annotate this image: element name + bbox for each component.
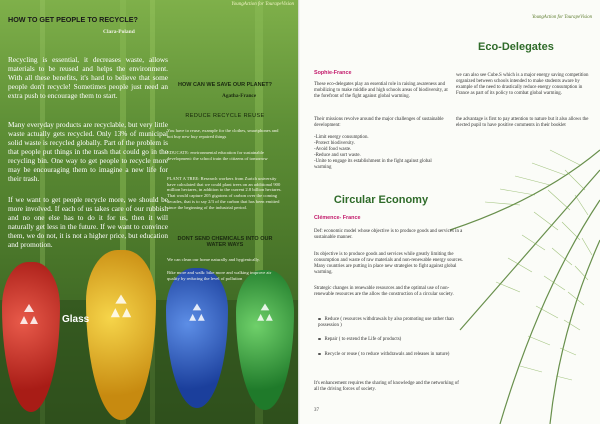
bullet-reduce (318, 317, 458, 329)
bullet-dot (318, 318, 321, 321)
right-header: YoungAction for TourapeVision (531, 15, 592, 20)
palm-leaves-decoration (300, 0, 600, 424)
recycle-icon-green (252, 300, 278, 326)
mid-title: HOW CAN WE SAVE OUR PLANET? (177, 82, 272, 88)
bullet-repair-text: Repair ( to extend the Life of products) (324, 337, 402, 342)
eco-text-3: we can also see Cube.S which is a major energy saving competition organized between schools intended to make students aware by example of the need to drastically reduce energy consumption in France as part of its policy to combat global warming. (456, 73, 589, 97)
eco-list: -Limit energy consumption. -Protect biodiversity. -Avoid food waste. -Reduce and sort waste. -Unite to engage its establishment in the fight against global warming (314, 135, 432, 171)
circular-author: Clémence- France (314, 215, 361, 221)
bullet-recycle-text: Recycle or reuse ( to reduce withdrawals and releases in nature) (324, 352, 450, 357)
mid-text-3: PLANT A TREE: Research workers from Zurich university have calculated that we could plant trees on an additional 900 million hectares, in addition to the current 2.8 billion hectares. That would capture 205 gigatons of carbon over the coming decades, that is to say 2/3 of the carbon that has been emitted since the beginning of the industrial period. (167, 176, 282, 210)
eco-text-4: the advantage is first to pay attention to nature but it also allows the elected pupil to have positive comments in their booklet (456, 117, 589, 129)
mid-author: Agatha-France (222, 93, 257, 99)
circular-economy-title: Circular Economy (333, 194, 429, 206)
eco-author: Sophie-France (314, 70, 352, 76)
mid-text-1: You have to reuse, example for the clothes, smartphones and not buy new buy repaired things (167, 128, 279, 139)
bullet-dot (318, 353, 321, 356)
circular-text-4: It's enhancement requires the sharing of knowledge and the networking of all the driving forces of society. (314, 381, 459, 393)
left-header: YoungAction for TourapeVision (231, 2, 294, 7)
mid-reduce: REDUCE RECYCLE REUSE (185, 113, 265, 119)
bullet-repair (318, 337, 458, 343)
right-page (300, 0, 600, 424)
left-title: HOW TO GET PEOPLE TO RECYCLE? (8, 15, 138, 24)
circular-text-1: Def: economic model whose objective is to produce goods and services in a sustainable manner. (314, 229, 463, 241)
mid-text-5: Bike more and walk: bike more and walking improve air quality by reducing the level of pollution (167, 270, 272, 281)
left-para-2: Many everyday products are recyclable, but very little waste actually gets recycled. Only 13% of municipal solid waste is recycled globally. Part of the problem is that people put things in the trash that could go in the recycling bin. One way to get people to recycle more may be encouraging them to imagine a new life for their trash. (8, 120, 168, 183)
circular-text-3: Strategic changes in renewable resources and the optimal use of non-renewable resources are the allow the construction of a circular society. (314, 286, 454, 298)
mid-title-2: DONT SEND CHEMICALS INTO OUR WATER WAYS (177, 236, 273, 248)
left-author: Clara-Poland (103, 29, 135, 35)
eco-text-2: Their missions revolve around the major challenges of sustainable development: (314, 117, 444, 129)
recycle-icon-yellow (104, 290, 138, 324)
circular-text-2: Its objective is to produce goods and services while greatly limiting the consumption and waste of raw materials and non-renewable energy sources. Many countries are putting in place new strategies to fight against global warming. (314, 252, 464, 276)
left-para-3: If we want to get people recycle more, we should be more involved. If each of us takes care of our rubbish and no one else has to do it for us, then it will naturally get less in the future. If we want to convince them, we do not, it is not a higher price, but education and promotion. (8, 195, 168, 249)
bullet-dot (318, 338, 321, 341)
eco-text-1: These eco-delegates play an essential role in raising awareness and mobilizing to make middle and high schools areas of biodiversity, at the forefront of the fight against global warming. (314, 82, 448, 100)
bullet-reduce-text: Reduce ( resources withdrawals by also promoting use rather than possession ) (318, 317, 454, 329)
mid-text-4: We can clean our home naturally and hygienically. (167, 257, 260, 262)
recycle-icon (14, 300, 44, 330)
eco-delegates-title: Eco-Delegates (478, 41, 554, 53)
mid-text-2: EDUCATE: environmental education for sustainable development: the school train the citizens of tomorrow (167, 150, 268, 161)
page-number: 37 (314, 408, 319, 413)
recycle-icon-blue (184, 300, 210, 326)
cone-label: Glass (62, 314, 90, 325)
bullet-recycle (318, 352, 458, 358)
left-para-1: Recycling is essential, it decreases waste, allows materials to be reused and helps the environment. With all these benefits, it's hard to believe that some people don't recycle! Sometimes people just need an extra push to encourage them to start. (8, 55, 168, 100)
